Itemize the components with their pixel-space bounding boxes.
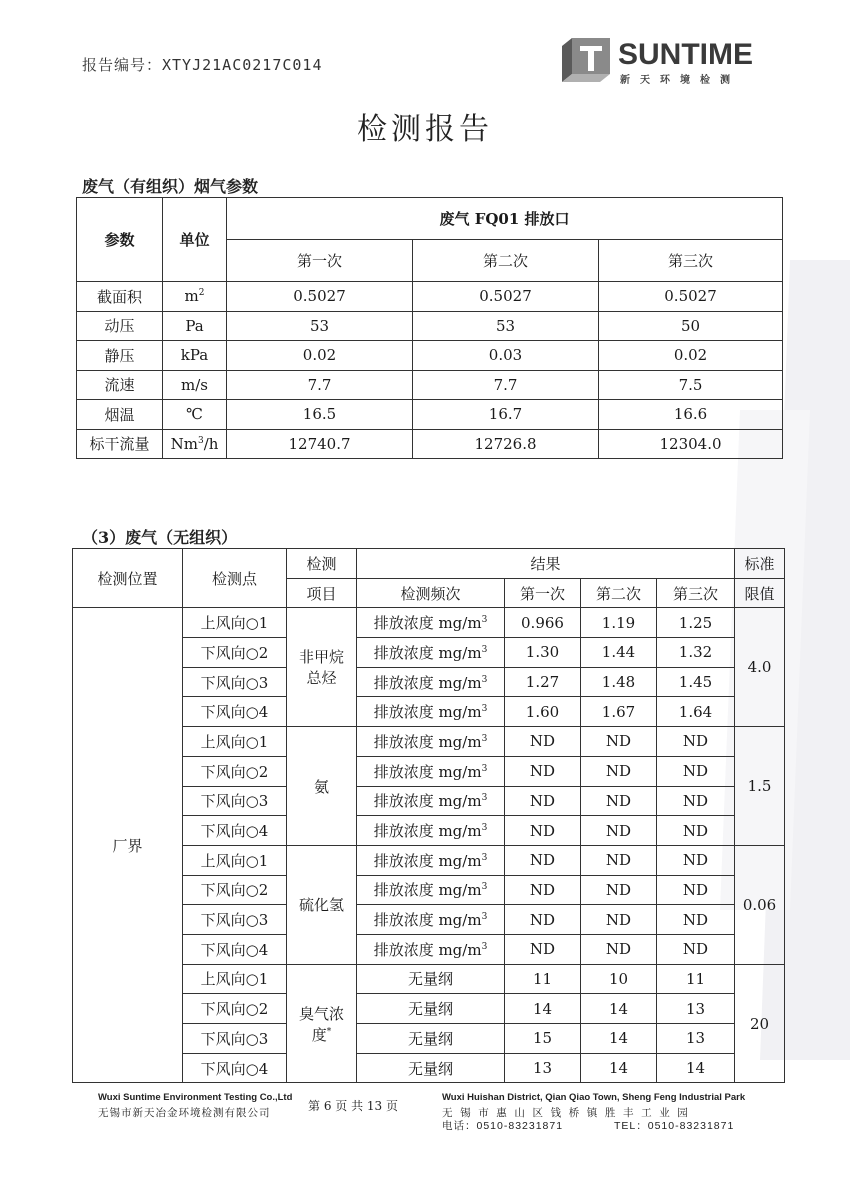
value-cell: ND: [581, 816, 657, 846]
value-cell: 14: [581, 1053, 657, 1083]
unit-cell: [163, 282, 227, 312]
unit-superscript: 3: [481, 674, 488, 685]
value-cell: 50: [599, 311, 783, 341]
value-cell: 7.7: [227, 370, 413, 400]
frequency-text: 排放浓度 mg/m: [373, 703, 482, 722]
value-cell: 1.27: [505, 667, 581, 697]
value-cell: 1.25: [657, 608, 735, 638]
point-cell: 下风向○2: [183, 638, 287, 668]
value-cell: ND: [505, 756, 581, 786]
frequency-cell: [357, 934, 505, 964]
section2-title: （3）废气（无组织）: [82, 528, 238, 547]
footer-tel-cn: 电话：0510-83231871: [442, 1120, 564, 1132]
unit-cell: [163, 370, 227, 400]
value-cell: 7.7: [413, 370, 599, 400]
unit-superscript: 3: [481, 882, 488, 893]
header-item-line1: 检测: [287, 549, 357, 579]
point-cell: 上风向○1: [183, 727, 287, 757]
value-cell: ND: [657, 934, 735, 964]
item-line1: 臭气浓: [298, 1004, 344, 1023]
unit-superscript: 3: [481, 763, 488, 774]
value-cell: 0.966: [505, 608, 581, 638]
value-cell: 1.19: [581, 608, 657, 638]
value-cell: 0.02: [599, 341, 783, 371]
item-superscript: *: [326, 1026, 332, 1037]
value-cell: ND: [505, 727, 581, 757]
frequency-text: 无量纲: [407, 1029, 453, 1048]
frequency-text: 排放浓度 mg/m: [373, 673, 482, 692]
value-cell: 16.5: [227, 400, 413, 430]
header-run3: 第三次: [657, 578, 735, 608]
frequency-text: 排放浓度 mg/m: [373, 643, 482, 662]
table-row: [77, 370, 783, 400]
value-cell: 14: [505, 994, 581, 1024]
value-cell: 13: [657, 994, 735, 1024]
value-cell: 1.48: [581, 667, 657, 697]
item-line2: [287, 667, 356, 688]
frequency-text: 无量纲: [407, 970, 453, 989]
header-run3: 第三次: [599, 240, 783, 282]
frequency-text: 无量纲: [407, 1000, 453, 1019]
frequency-cell: [357, 875, 505, 905]
param-cell: 静压: [77, 341, 163, 371]
value-cell: 0.5027: [599, 282, 783, 312]
value-cell: ND: [505, 905, 581, 935]
point-cell: 下风向○3: [183, 905, 287, 935]
frequency-text: 排放浓度 mg/m: [373, 822, 482, 841]
header-run1: 第一次: [227, 240, 413, 282]
header-param: 参数: [77, 198, 163, 282]
footer-company-en: Wuxi Suntime Environment Testing Co.,Ltd: [98, 1092, 293, 1103]
frequency-text: 排放浓度 mg/m: [373, 940, 482, 959]
item-line1: 氨: [313, 777, 329, 796]
value-cell: ND: [657, 727, 735, 757]
frequency-text: 无量纲: [407, 1059, 453, 1078]
frequency-cell: [357, 1024, 505, 1054]
value-cell: 13: [657, 1024, 735, 1054]
header-outlet: 废气 FQ01 排放口: [227, 198, 783, 240]
point-cell: 下风向○3: [183, 1024, 287, 1054]
table-row: [73, 608, 785, 638]
item-cell: [287, 845, 357, 964]
value-cell: 1.32: [657, 638, 735, 668]
unit-superscript: 3: [481, 733, 488, 744]
unit-superscript: 2: [198, 288, 205, 299]
unit-text: m: [184, 287, 199, 306]
unit-text: m/s: [181, 375, 208, 394]
value-cell: ND: [581, 934, 657, 964]
report-number: 报告编号：XTYJ21AC0217C014: [82, 56, 323, 74]
header-result: 结果: [357, 549, 735, 579]
frequency-text: 排放浓度 mg/m: [373, 762, 482, 781]
header-item-line2: 项目: [287, 578, 357, 608]
header-limit-line1: 标准: [735, 549, 785, 579]
limit-cell: 1.5: [735, 727, 785, 846]
value-cell: 16.7: [413, 400, 599, 430]
logo-cube-icon: [558, 36, 612, 84]
value-cell: ND: [505, 875, 581, 905]
location-cell: 厂界: [73, 608, 183, 1083]
frequency-cell: [357, 638, 505, 668]
value-cell: ND: [657, 845, 735, 875]
unit-superscript: 3: [481, 941, 488, 952]
unit-superscript: 3: [481, 793, 488, 804]
value-cell: ND: [505, 786, 581, 816]
unit-superscript: 3: [481, 704, 488, 715]
section1-title: 废气（有组织）烟气参数: [82, 177, 259, 196]
unit-superscript: 3: [481, 644, 488, 655]
flue-gas-table: [76, 197, 783, 459]
value-cell: 0.5027: [227, 282, 413, 312]
table-row: [77, 311, 783, 341]
param-cell: 截面积: [77, 282, 163, 312]
value-cell: 13: [505, 1053, 581, 1083]
limit-cell: 4.0: [735, 608, 785, 727]
header-limit-line2: 限值: [735, 578, 785, 608]
value-cell: ND: [581, 727, 657, 757]
param-cell: 动压: [77, 311, 163, 341]
frequency-cell: [357, 727, 505, 757]
item-cell: [287, 964, 357, 1083]
limit-cell: 20: [735, 964, 785, 1083]
value-cell: 14: [581, 1024, 657, 1054]
value-cell: 1.64: [657, 697, 735, 727]
header-frequency: 检测频次: [357, 578, 505, 608]
value-cell: 53: [413, 311, 599, 341]
value-cell: ND: [581, 756, 657, 786]
header-run2: 第二次: [413, 240, 599, 282]
value-cell: 1.44: [581, 638, 657, 668]
point-cell: 上风向○1: [183, 608, 287, 638]
document-title: 检测报告: [357, 112, 493, 147]
frequency-text: 排放浓度 mg/m: [373, 851, 482, 870]
point-cell: 下风向○4: [183, 816, 287, 846]
value-cell: 14: [581, 994, 657, 1024]
point-cell: 下风向○2: [183, 756, 287, 786]
header-run1: 第一次: [505, 578, 581, 608]
value-cell: ND: [581, 845, 657, 875]
unit-superscript: 3: [481, 852, 488, 863]
unit-text: kPa: [180, 346, 209, 365]
frequency-text: 排放浓度 mg/m: [373, 911, 482, 930]
header-location: 检测位置: [73, 549, 183, 608]
header-point: 检测点: [183, 549, 287, 608]
value-cell: ND: [657, 786, 735, 816]
unit-superscript: 3: [481, 615, 488, 626]
frequency-text: 排放浓度 mg/m: [373, 881, 482, 900]
value-cell: 1.30: [505, 638, 581, 668]
limit-cell: 0.06: [735, 845, 785, 964]
unit-cell: [163, 429, 227, 459]
value-cell: 1.67: [581, 697, 657, 727]
value-cell: ND: [657, 756, 735, 786]
unit-cell: [163, 341, 227, 371]
value-cell: 11: [505, 964, 581, 994]
frequency-cell: [357, 697, 505, 727]
unit-superscript: 3: [481, 823, 488, 834]
value-cell: ND: [581, 875, 657, 905]
logo-wordmark: SUNTIME: [618, 38, 753, 71]
value-cell: 53: [227, 311, 413, 341]
value-cell: 11: [657, 964, 735, 994]
item-cell: [287, 727, 357, 846]
value-cell: ND: [581, 786, 657, 816]
item-line2-text: 度: [311, 1025, 327, 1044]
value-cell: 14: [657, 1053, 735, 1083]
param-cell: 标干流量: [77, 429, 163, 459]
value-cell: ND: [657, 905, 735, 935]
value-cell: ND: [657, 816, 735, 846]
unit-superscript: 3: [197, 435, 204, 446]
unit-text: Nm: [170, 434, 198, 453]
point-cell: 下风向○4: [183, 934, 287, 964]
value-cell: ND: [505, 934, 581, 964]
footer-tel-en: TEL：0510-83231871: [614, 1120, 735, 1132]
unit-cell: [163, 311, 227, 341]
frequency-cell: [357, 608, 505, 638]
value-cell: 12726.8: [413, 429, 599, 459]
frequency-text: 排放浓度 mg/m: [373, 792, 482, 811]
unit-tail: /h: [203, 434, 219, 453]
value-cell: 12304.0: [599, 429, 783, 459]
value-cell: 1.45: [657, 667, 735, 697]
point-cell: 上风向○1: [183, 845, 287, 875]
footer-page-number: 第 6 页 共 13 页: [308, 1099, 398, 1113]
table-row: [77, 282, 783, 312]
footer-company-cn: 无锡市新天冶金环境检测有限公司: [98, 1107, 271, 1119]
value-cell: 12740.7: [227, 429, 413, 459]
frequency-text: 排放浓度 mg/m: [373, 732, 482, 751]
point-cell: 下风向○4: [183, 1053, 287, 1083]
logo-subtitle: 新天环境检测: [620, 75, 740, 86]
point-cell: 上风向○1: [183, 964, 287, 994]
unit-text: ℃: [186, 405, 203, 424]
table-row: [77, 341, 783, 371]
item-cell: [287, 608, 357, 727]
value-cell: ND: [505, 845, 581, 875]
unit-text: Pa: [185, 316, 204, 335]
frequency-cell: [357, 845, 505, 875]
table-row: [77, 429, 783, 459]
frequency-cell: [357, 1053, 505, 1083]
footer-address-en: Wuxi Huishan District, Qian Qiao Town, Sheng Feng Industrial Park: [442, 1092, 746, 1103]
point-cell: 下风向○3: [183, 786, 287, 816]
header-run2: 第二次: [581, 578, 657, 608]
table-row: [77, 400, 783, 430]
value-cell: ND: [657, 875, 735, 905]
item-line1: 非甲烷: [298, 648, 344, 667]
unit-superscript: 3: [481, 912, 488, 923]
company-logo: [558, 36, 768, 86]
value-cell: 1.60: [505, 697, 581, 727]
frequency-text: 排放浓度 mg/m: [373, 614, 482, 633]
value-cell: 7.5: [599, 370, 783, 400]
value-cell: 0.5027: [413, 282, 599, 312]
value-cell: 0.03: [413, 341, 599, 371]
item-line2: [287, 1024, 356, 1045]
frequency-cell: [357, 994, 505, 1024]
point-cell: 下风向○4: [183, 697, 287, 727]
frequency-cell: [357, 905, 505, 935]
param-cell: 烟温: [77, 400, 163, 430]
frequency-cell: [357, 816, 505, 846]
header-unit: 单位: [163, 198, 227, 282]
frequency-cell: [357, 786, 505, 816]
point-cell: 下风向○2: [183, 994, 287, 1024]
param-cell: 流速: [77, 370, 163, 400]
footer-address-cn: 无锡市惠山区钱桥镇胜丰工业园: [442, 1107, 696, 1119]
value-cell: 16.6: [599, 400, 783, 430]
page-footer: [0, 1092, 850, 1132]
point-cell: 下风向○3: [183, 667, 287, 697]
point-cell: 下风向○2: [183, 875, 287, 905]
value-cell: 10: [581, 964, 657, 994]
item-line1: 硫化氢: [298, 896, 344, 915]
value-cell: ND: [581, 905, 657, 935]
value-cell: 0.02: [227, 341, 413, 371]
frequency-cell: [357, 756, 505, 786]
fugitive-emission-table: [72, 548, 785, 1083]
item-line2-text: 总烃: [306, 669, 337, 688]
frequency-cell: [357, 667, 505, 697]
value-cell: 15: [505, 1024, 581, 1054]
value-cell: ND: [505, 816, 581, 846]
unit-cell: [163, 400, 227, 430]
frequency-cell: [357, 964, 505, 994]
